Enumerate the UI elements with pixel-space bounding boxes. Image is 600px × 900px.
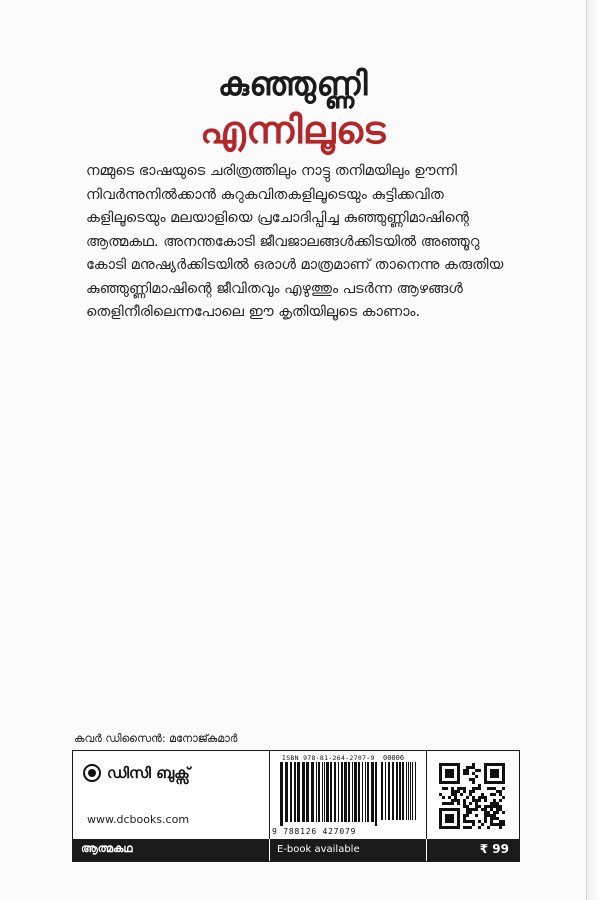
ebook-available: E-book available — [277, 844, 360, 855]
publisher-website: www.dcbooks.com — [87, 813, 190, 826]
bottom-panel — [72, 750, 520, 862]
blurb-line: കോടി മനുഷ്യർക്കിടയിൽ ഒരാൾ മാത്രമാണ് താനെന്നു കരുതിയ — [86, 257, 504, 273]
barcode-image — [280, 762, 378, 826]
footer-divider — [426, 839, 427, 861]
publisher-logo — [83, 764, 190, 782]
qr-code-image — [439, 763, 505, 829]
publisher-name: ഡിസി ബുക്സ് — [107, 764, 190, 782]
title-line-1: കുഞ്ഞുണ്ണി — [217, 64, 369, 103]
barcode-addon-image — [381, 762, 419, 820]
blurb-line: നിവർന്നുനിൽക്കാൻ കുറുകവിതകളിലൂടെയും കുട്ടിക്കവിത — [86, 186, 444, 203]
barcode-cell — [270, 751, 427, 839]
genre-label: ആത്മകഥ — [81, 842, 133, 855]
blurb — [86, 160, 506, 325]
title-line-2: എന്നിലൂടെ — [200, 108, 386, 152]
blurb-line: കളിലൂടെയും മലയാളിയെ പ്രചോദിപ്പിച്ച കുഞ്ഞുണ്ണിമാഷിന്റെ — [86, 210, 469, 226]
blurb-line: നമ്മുടെ ഭാഷയുടെ ചരിത്രത്തിലും നാട്ടു തനിമയിലും ഊന്നി — [86, 163, 457, 179]
blurb-line: കുഞ്ഞുണ്ണിമാഷിന്റെ ജീവിതവും എഴുത്തും പടർന്ന ആഴങ്ങൾ — [86, 280, 463, 297]
isbn-label: ISBN 978-81-264-2707-9 — [282, 754, 375, 762]
barcode-digits: 9 788126 427079 — [272, 827, 357, 836]
dc-books-logo-icon — [83, 764, 101, 782]
publisher-cell — [73, 751, 270, 839]
footer-bar — [73, 839, 519, 861]
footer-divider — [269, 839, 270, 861]
cover-design-credit: കവർ ഡിസൈൻ: മനോജ്കുമാർ — [74, 732, 238, 745]
blurb-line: ആത്മകഥ. അനന്തകോടി ജീവജാലങ്ങൾക്കിടയിൽ അഞ്ഞൂറു — [86, 233, 480, 250]
barcode-addon-number: 00006 — [383, 754, 405, 762]
blurb-line: തെളിനീരിലെന്നപോലെ ഈ കൃതിയിലൂടെ കാണാം. — [86, 304, 421, 320]
price: ₹ 99 — [479, 842, 509, 856]
qr-cell — [427, 751, 519, 839]
page-edge — [586, 0, 600, 900]
